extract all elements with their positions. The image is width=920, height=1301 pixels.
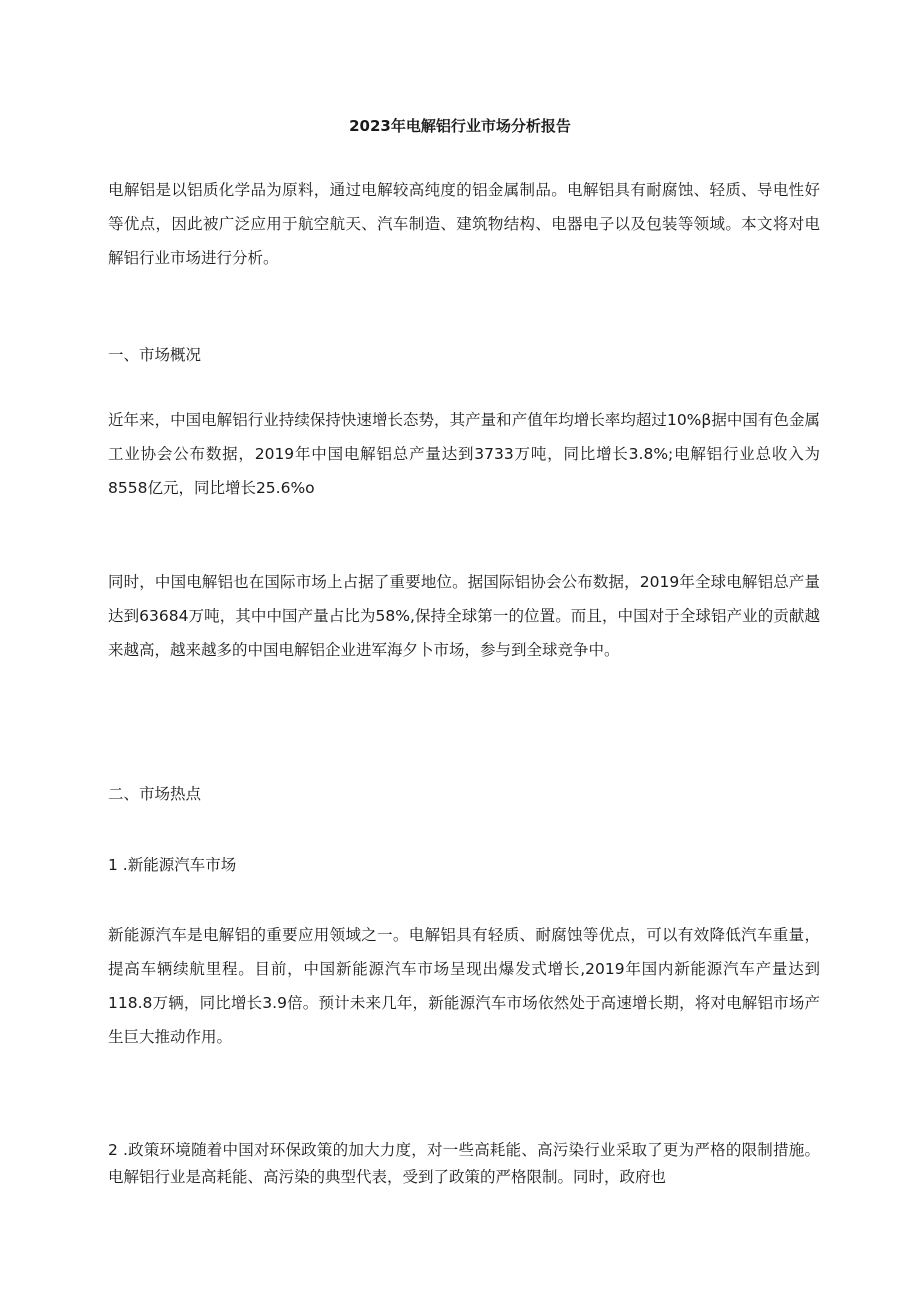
intro-paragraph: 电解铝是以铝质化学品为原料，通过电解较高纯度的铝金属制品。电解铝具有耐腐蚀、轻质、导电性好等优点，因此被广泛应用于航空航天、汽车制造、建筑物结构、电器电子以及包装等领域。本文将对电解铝行业市场进行分析。 — [108, 181, 820, 267]
section-heading-market-hotspots: 二、市场热点 — [108, 785, 202, 803]
section-heading-market-overview: 一、市场概况 — [108, 346, 202, 364]
subheading-new-energy-vehicles: 1 .新能源汽车市场 — [108, 856, 237, 874]
new-energy-vehicles-paragraph: 新能源汽车是电解铝的重要应用领域之一。电解铝具有轻质、耐腐蚀等优点，可以有效降低汽车重量，提高车辆续航里程。目前，中国新能源汽车市场呈现出爆发式增长,2019年国内新能源汽车产量达到118.8万辆，同比增长3.9倍。预计未来几年，新能源汽车市场依然处于高速增长期，将对电解铝市场产生巨大推动作用。 — [108, 926, 820, 1046]
document-title: 2023年电解铝行业市场分析报告 — [349, 117, 571, 135]
market-overview-paragraph-1: 近年来，中国电解铝行业持续保持快速增长态势，其产量和产值年均增长率均超过10%β据中国有色金属工业协会公布数据，2019年中国电解铝总产量达到3733万吨，同比增长3.8%;电解铝行业总收入为8558亿元，同比增长25.6%o — [108, 411, 820, 497]
market-overview-paragraph-2: 同时，中国电解铝也在国际市场上占据了重要地位。据国际铝协会公布数据，2019年全球电解铝总产量达到63684万吨，其中中国产量占比为58%,保持全球第一的位置。而且，中国对于全球铝产业的贡献越来越高，越来越多的中国电解铝企业进军海夕卜市场，参与到全球竞争中。 — [108, 573, 820, 659]
policy-environment-paragraph: 2 .政策环境随着中国对环保政策的加大力度，对一些高耗能、高污染行业采取了更为严格的限制措施。电解铝行业是高耗能、高污染的典型代表，受到了政策的严格限制。同时，政府也 — [108, 1141, 820, 1186]
